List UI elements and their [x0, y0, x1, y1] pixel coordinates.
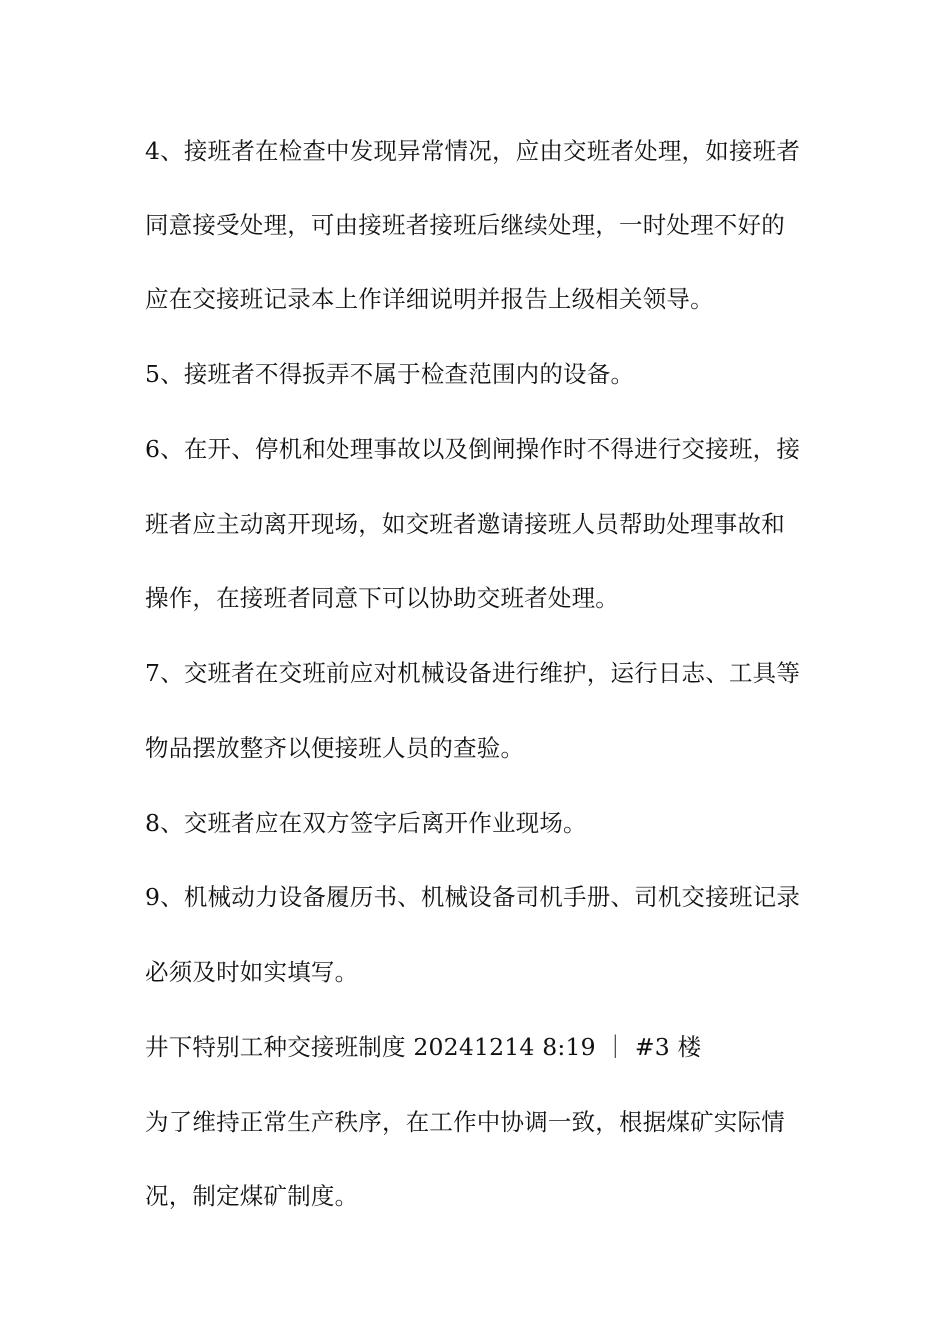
text-line: 8、交班者应在双方签字后离开作业现场。: [145, 809, 587, 837]
text-line: 操作，在接班者同意下可以协助交班者处理。: [145, 584, 619, 612]
text-line: 9、机械动力设备履历书、机械设备司机手册、司机交接班记录: [145, 883, 801, 911]
text-line: 班者应主动离开现场，如交班者邀请接班人员帮助处理事故和: [145, 510, 785, 538]
text-line: 7、交班者在交班前应对机械设备进行维护，运行日志、工具等: [145, 659, 801, 687]
section-title: 井下特别工种交接班制度 20241214 8:19 ｜ #3 楼: [145, 1033, 702, 1061]
text-line: 物品摆放整齐以便接班人员的查验。: [145, 734, 525, 762]
text-line: 必须及时如实填写。: [145, 958, 359, 986]
text-line: 5、接班者不得扳弄不属于检查范围内的设备。: [145, 360, 635, 388]
text-line: 同意接受处理，可由接班者接班后继续处理，一时处理不好的: [145, 211, 785, 239]
text-line: 况，制定煤矿制度。: [145, 1182, 359, 1210]
text-line: 6、在开、停机和处理事故以及倒闸操作时不得进行交接班，接: [145, 435, 801, 463]
text-line: 应在交接班记录本上作详细说明并报告上级相关领导。: [145, 285, 714, 313]
text-line: 为了维持正常生产秩序，在工作中协调一致，根据煤矿实际情: [145, 1108, 785, 1136]
text-line: 4、接班者在检查中发现异常情况，应由交班者处理，如接班者: [145, 137, 801, 165]
